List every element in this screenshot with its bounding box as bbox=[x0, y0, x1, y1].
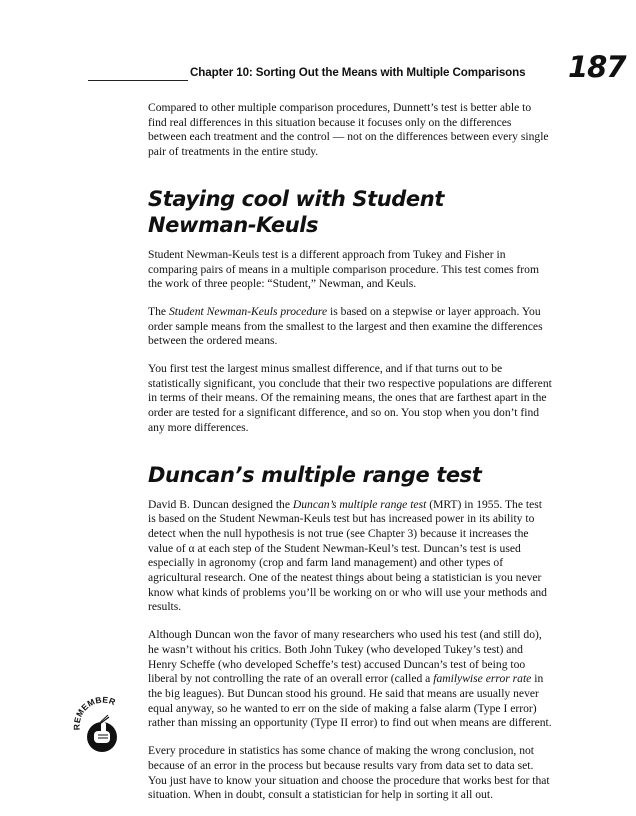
newman-keuls-paragraph-2 bbox=[148, 305, 552, 349]
duncan-paragraph-2 bbox=[148, 628, 552, 731]
section-heading-duncan: Duncan’s multiple range test bbox=[148, 462, 482, 487]
page-body bbox=[148, 101, 552, 816]
remember-icon-label: REMEMBER bbox=[72, 696, 118, 731]
text-run: is based on a stepwise or layer approach. You order sample means from the smallest to the largest and then examine the differences between the ordered means. bbox=[148, 304, 543, 348]
duncan-paragraph-1 bbox=[148, 498, 552, 616]
newman-keuls-paragraph-3: You first test the largest minus smallest difference, and if that turns out to be statistically significant, you conclude that their two respective populations are different in terms of their means. Of the remaining means, the ones that are farthest apart in the order are tested for a significant difference, and so on. You stop when you don’t find any more differences. bbox=[148, 362, 552, 434]
remember-icon bbox=[72, 696, 132, 756]
term-snk-procedure: Student Newman-Keuls procedure bbox=[168, 304, 328, 318]
page-number: 187 bbox=[568, 50, 626, 84]
term-duncan-mrt: Duncan’s multiple range test bbox=[292, 497, 427, 511]
remember-paragraph: Every procedure in statistics has some chance of making the wrong conclusion, not because of an error in the process but because results vary from data set to data set. You just have to know your situation and choose the procedure that works best for that situation. When in doubt, consult a statistician for help in sorting it all out. bbox=[148, 744, 550, 802]
term-familywise-error-rate: familywise error rate bbox=[433, 672, 532, 686]
text-run: Although Duncan won the favor of many researchers who used his test (and still do), he wasn’t without his critics. Both John Tukey (who developed Tukey’s test) and Henry Scheffe (who developed Scheffe’s test) accused Duncan’s test of being too liberal by not controlling the rate of an overall error (called a bbox=[148, 628, 542, 686]
running-head: Chapter 10: Sorting Out the Means with Multiple Comparisons bbox=[190, 66, 526, 79]
text-run: David B. Duncan designed the bbox=[148, 497, 293, 511]
intro-paragraph: Compared to other multiple comparison procedures, Dunnett’s test is better able to find real differences in this situation because it focuses only on the differences between each treatment and the control — not on the differences between every single pair of treatments in the entire study. bbox=[148, 101, 549, 159]
newman-keuls-paragraph-1: Student Newman-Keuls test is a different approach from Tukey and Fisher in comparing pairs of means in a multiple comparison procedure. This test comes from the work of three people: “Student,” Newman, and Keuls. bbox=[148, 247, 539, 291]
text-run: The bbox=[148, 304, 169, 318]
section-heading-newman-keuls: Staying cool with Student Newman-Keuls bbox=[148, 186, 444, 237]
header-rule bbox=[88, 80, 188, 81]
text-run: in the big leagues). But Duncan stood his ground. He said that means are usually never equal anyway, so he wanted to err on the side of making a false alarm (Type I error) rather than missing an opportunity (Type II error) to find out when means are different. bbox=[148, 672, 552, 730]
text-run: (MRT) in 1955. The test is based on the Student Newman-Keuls test but has increased power in its ability to detect when the null hypothesis is not true (see Chapter 3) because it increases the value of α at each step of the Student Newman-Keul’s test. Duncan’s test is used especially in agronomy (crop and farm land management) and other types of agricultural research. One of the neatest things about being a statistician is you never know what kinds of problems you’ll be working on or who will use your methods and results. bbox=[148, 497, 547, 614]
